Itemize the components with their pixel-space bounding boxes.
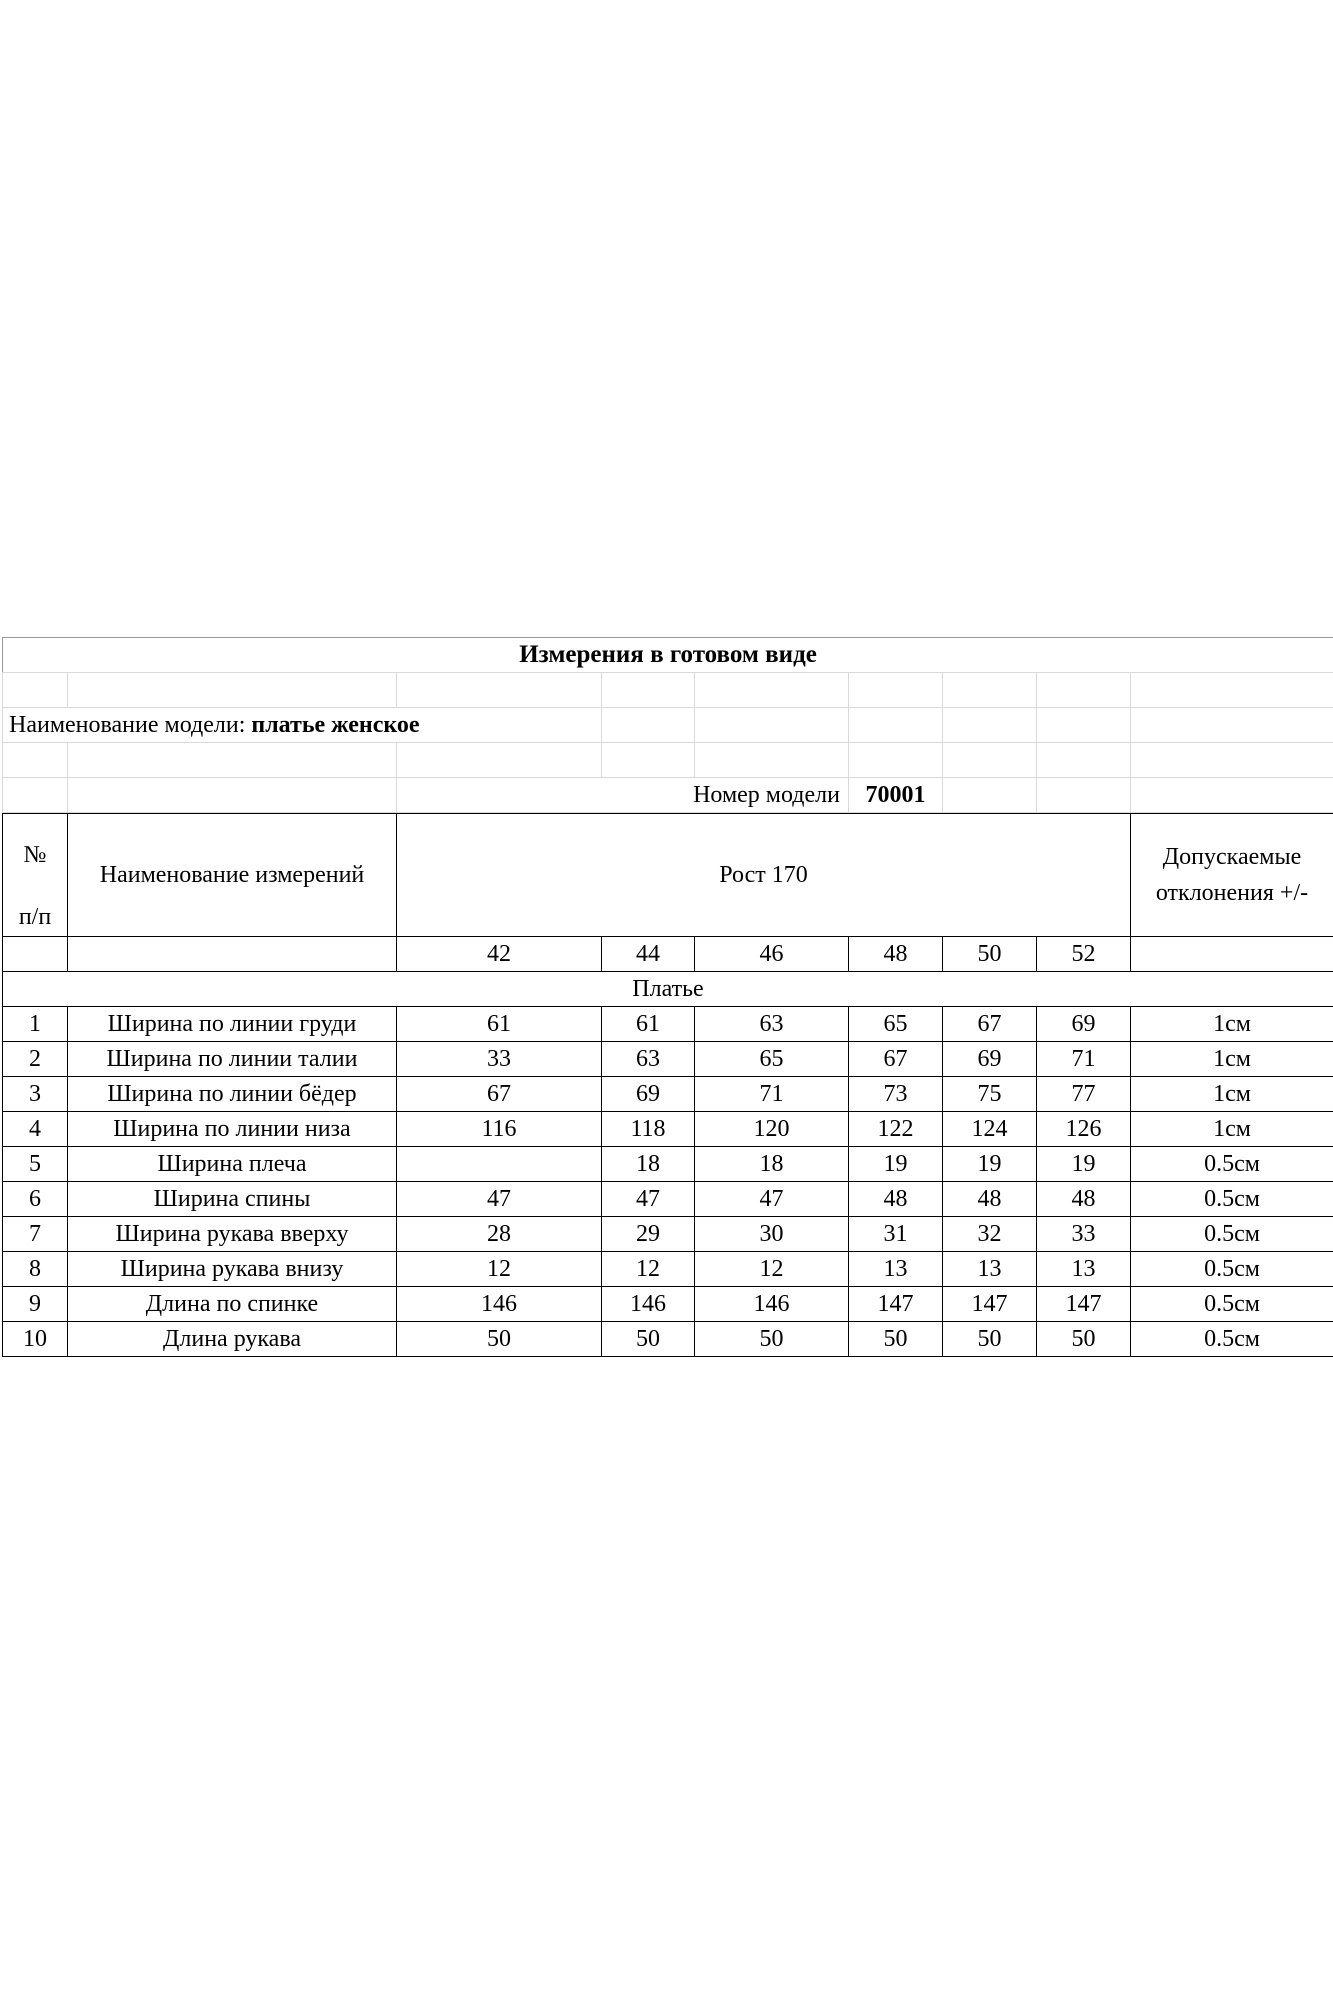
size-header: 50 — [943, 937, 1037, 972]
size-row-empty — [1131, 937, 1333, 972]
row-value: 47 — [397, 1182, 602, 1217]
row-value: 71 — [695, 1077, 849, 1112]
row-value: 118 — [602, 1112, 695, 1147]
row-value: 19 — [849, 1147, 943, 1182]
size-header: 48 — [849, 937, 943, 972]
row-value: 124 — [943, 1112, 1037, 1147]
table-row — [3, 1112, 1333, 1147]
row-value: 69 — [943, 1042, 1037, 1077]
row-value: 33 — [397, 1042, 602, 1077]
row-number: 7 — [3, 1217, 68, 1252]
table-header-row — [3, 814, 1333, 937]
row-measurement-name: Длина по спинке — [68, 1287, 397, 1322]
row-value: 120 — [695, 1112, 849, 1147]
row-tolerance: 0.5см — [1131, 1287, 1333, 1322]
row-number: 3 — [3, 1077, 68, 1112]
size-header: 52 — [1037, 937, 1131, 972]
model-name-cell — [3, 708, 602, 743]
row-value: 50 — [695, 1322, 849, 1357]
row-value: 73 — [849, 1077, 943, 1112]
height-header: Рост 170 — [397, 814, 1131, 937]
row-value: 61 — [397, 1007, 602, 1042]
model-name-value: платье женское — [251, 711, 420, 738]
row-measurement-name: Ширина спины — [68, 1182, 397, 1217]
row-tolerance: 1см — [1131, 1077, 1333, 1112]
row-value: 116 — [397, 1112, 602, 1147]
row-tolerance: 0.5см — [1131, 1182, 1333, 1217]
size-header: 42 — [397, 937, 602, 972]
row-value: 48 — [849, 1182, 943, 1217]
row-value: 50 — [1037, 1322, 1131, 1357]
number-header — [3, 814, 68, 937]
row-number: 10 — [3, 1322, 68, 1357]
row-value: 147 — [943, 1287, 1037, 1322]
table-row — [3, 1217, 1333, 1252]
row-value: 67 — [849, 1042, 943, 1077]
row-value: 50 — [602, 1322, 695, 1357]
sheet-title: Измерения в готовом виде — [3, 638, 1333, 673]
row-value: 19 — [1037, 1147, 1131, 1182]
row-value: 75 — [943, 1077, 1037, 1112]
sheet-header-grid — [2, 637, 1333, 813]
row-value: 31 — [849, 1217, 943, 1252]
row-value: 48 — [1037, 1182, 1131, 1217]
tolerance-header: Допускаемые отклонения +/- — [1131, 814, 1333, 937]
row-value: 63 — [602, 1042, 695, 1077]
row-value: 146 — [397, 1287, 602, 1322]
row-measurement-name: Ширина плеча — [68, 1147, 397, 1182]
row-value: 61 — [602, 1007, 695, 1042]
row-value: 69 — [602, 1077, 695, 1112]
row-value: 47 — [695, 1182, 849, 1217]
row-value: 77 — [1037, 1077, 1131, 1112]
row-value: 32 — [943, 1217, 1037, 1252]
row-number: 2 — [3, 1042, 68, 1077]
table-row — [3, 1252, 1333, 1287]
row-value — [397, 1147, 602, 1182]
row-value: 50 — [849, 1322, 943, 1357]
row-number: 6 — [3, 1182, 68, 1217]
row-value: 47 — [602, 1182, 695, 1217]
row-measurement-name: Ширина по линии груди — [68, 1007, 397, 1042]
row-value: 126 — [1037, 1112, 1131, 1147]
row-value: 65 — [849, 1007, 943, 1042]
number-header-symbol: № — [23, 842, 47, 868]
row-number: 4 — [3, 1112, 68, 1147]
size-header: 46 — [695, 937, 849, 972]
row-value: 71 — [1037, 1042, 1131, 1077]
model-number-label: Номер модели — [397, 778, 849, 813]
model-number-value: 70001 — [849, 778, 943, 813]
row-measurement-name: Длина рукава — [68, 1322, 397, 1357]
row-value: 12 — [602, 1252, 695, 1287]
table-row — [3, 1287, 1333, 1322]
row-tolerance: 1см — [1131, 1112, 1333, 1147]
row-measurement-name: Ширина рукава вверху — [68, 1217, 397, 1252]
row-tolerance: 0.5см — [1131, 1252, 1333, 1287]
row-number: 1 — [3, 1007, 68, 1042]
model-name-label: Наименование модели: — [9, 711, 246, 738]
row-tolerance: 0.5см — [1131, 1217, 1333, 1252]
row-value: 13 — [943, 1252, 1037, 1287]
table-row — [3, 1147, 1333, 1182]
row-value: 147 — [1037, 1287, 1131, 1322]
row-number: 8 — [3, 1252, 68, 1287]
row-measurement-name: Ширина по линии талии — [68, 1042, 397, 1077]
measurement-name-header: Наименование измерений — [68, 814, 397, 937]
row-value: 69 — [1037, 1007, 1131, 1042]
row-value: 67 — [943, 1007, 1037, 1042]
row-value: 29 — [602, 1217, 695, 1252]
row-number: 5 — [3, 1147, 68, 1182]
row-value: 18 — [602, 1147, 695, 1182]
table-row — [3, 1042, 1333, 1077]
row-measurement-name: Ширина рукава внизу — [68, 1252, 397, 1287]
row-value: 146 — [695, 1287, 849, 1322]
table-row — [3, 1007, 1333, 1042]
row-value: 19 — [943, 1147, 1037, 1182]
row-value: 50 — [943, 1322, 1037, 1357]
row-measurement-name: Ширина по линии бёдер — [68, 1077, 397, 1112]
size-row — [3, 937, 1333, 972]
row-value: 63 — [695, 1007, 849, 1042]
blank-row — [3, 743, 1333, 778]
row-value: 48 — [943, 1182, 1037, 1217]
row-tolerance: 0.5см — [1131, 1147, 1333, 1182]
row-value: 146 — [602, 1287, 695, 1322]
measurement-sheet — [2, 637, 1333, 1357]
table-row — [3, 1182, 1333, 1217]
row-value: 30 — [695, 1217, 849, 1252]
table-row — [3, 1077, 1333, 1112]
row-measurement-name: Ширина по линии низа — [68, 1112, 397, 1147]
row-tolerance: 0.5см — [1131, 1322, 1333, 1357]
measurements-table — [2, 813, 1333, 1357]
size-header: 44 — [602, 937, 695, 972]
row-value: 67 — [397, 1077, 602, 1112]
row-value: 122 — [849, 1112, 943, 1147]
section-title: Платье — [3, 972, 1333, 1007]
size-row-empty — [3, 937, 68, 972]
row-number: 9 — [3, 1287, 68, 1322]
row-tolerance: 1см — [1131, 1042, 1333, 1077]
row-tolerance: 1см — [1131, 1007, 1333, 1042]
row-value: 65 — [695, 1042, 849, 1077]
table-row — [3, 1322, 1333, 1357]
row-value: 28 — [397, 1217, 602, 1252]
number-header-abbr: п/п — [18, 903, 52, 930]
row-value: 18 — [695, 1147, 849, 1182]
section-row — [3, 972, 1333, 1007]
blank-row — [3, 673, 1333, 708]
size-row-empty — [68, 937, 397, 972]
row-value: 12 — [397, 1252, 602, 1287]
row-value: 50 — [397, 1322, 602, 1357]
row-value: 147 — [849, 1287, 943, 1322]
row-value: 13 — [1037, 1252, 1131, 1287]
row-value: 12 — [695, 1252, 849, 1287]
row-value: 13 — [849, 1252, 943, 1287]
row-value: 33 — [1037, 1217, 1131, 1252]
